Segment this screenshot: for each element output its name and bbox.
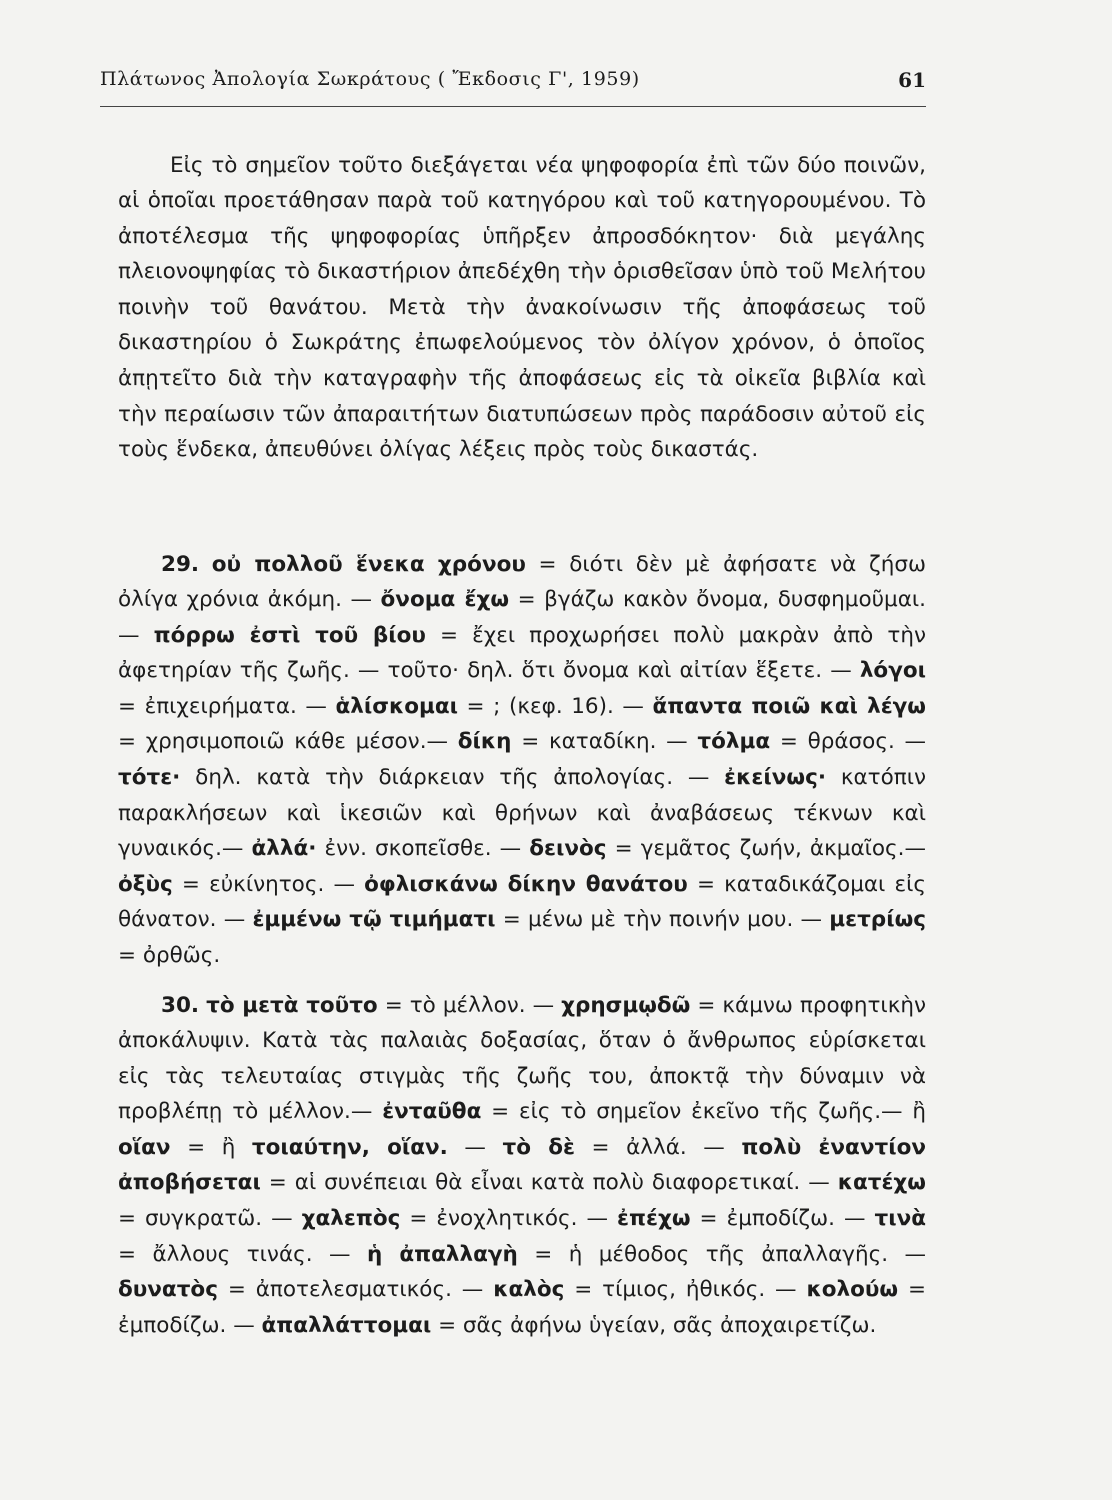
gloss: ἐνν. σκοπεῖσθε. — xyxy=(316,836,530,862)
gloss: δηλ. κατὰ τὴν διάρκειαν τῆς ἀπολογίας. — xyxy=(180,765,725,791)
lemma: δεινὸς xyxy=(529,836,607,862)
gloss: κατόπιν παρακλήσεων καὶ ἱκεσιῶν καὶ θρήνων καὶ ἀναβάσεως τέκνων καὶ γυναικός.— xyxy=(118,765,926,862)
gloss: = ἀλλά. — xyxy=(574,1134,742,1160)
gloss: = ἐμποδίζω. — xyxy=(690,1206,875,1232)
gloss: = ἢ xyxy=(170,1134,252,1160)
lemma: ἐκείνως· xyxy=(724,765,827,791)
lemma: ἐνταῦθα xyxy=(382,1099,482,1125)
gloss: = ὀρθῶς. xyxy=(118,943,221,969)
lemma: ἅπαντα ποιῶ καὶ λέγω xyxy=(652,693,926,719)
gloss: = ἐνοχλητικός. — xyxy=(400,1206,618,1232)
lemma: κολούω xyxy=(806,1277,899,1303)
section-number: 30. xyxy=(161,992,200,1018)
gloss: = μένω μὲ τὴν ποινήν μου. — xyxy=(495,907,830,933)
lemma: ἡ ἀπαλλαγὴ xyxy=(366,1241,518,1267)
lemma: χρησμῳδῶ xyxy=(561,992,691,1018)
lemma: ὀφλισκάνω δίκην θανάτου xyxy=(364,871,688,897)
lemma: ὄνομα ἔχω xyxy=(380,587,510,613)
lemma: λόγοι xyxy=(859,658,926,684)
gloss: = ἔχει προχωρήσει πολὺ μακρὰν ἀπὸ τὴν ἀφετηρίαν τῆς ζωῆς. — τοῦτο· δηλ. ὅτι ὄνομα καὶ αἰτίαν ἕξετε. — xyxy=(118,622,926,684)
gloss: = εὐκίνητος. — xyxy=(172,871,365,897)
lemma: τὸ μετὰ τοῦτο xyxy=(206,992,378,1018)
lemma: οὐ πολλοῦ ἕνεκα χρόνου xyxy=(211,551,526,577)
gloss: = ἀποτελεσματικός. — xyxy=(217,1277,494,1303)
gloss: — xyxy=(447,1134,503,1160)
header-rule xyxy=(100,106,926,107)
lemma: κατέχω xyxy=(837,1170,926,1196)
lemma: ἁλίσκομαι xyxy=(335,693,458,719)
gloss: = τίμιος, ἠθικός. — xyxy=(564,1277,807,1303)
gloss: = καταδικάζομαι εἰς θάνατον. — xyxy=(118,871,927,933)
lemma: μετρίως xyxy=(829,907,927,933)
gloss: = εἰς τὸ σημεῖον ἐκεῖνο τῆς ζωῆς.— ἢ xyxy=(481,1099,926,1125)
lemma: τινὰ xyxy=(874,1206,926,1232)
section-number: 29. xyxy=(161,551,200,577)
gloss: = ἐπιχειρήματα. — xyxy=(118,693,336,719)
running-header xyxy=(100,60,926,100)
gloss: = συγκρατῶ. — xyxy=(118,1206,302,1232)
gloss: = ; (κεφ. 16). — xyxy=(457,693,653,719)
page-number: 61 xyxy=(898,68,926,92)
lemma: ἐμμένω τῷ τιμήματι xyxy=(252,907,496,933)
lemma: ὀξὺς xyxy=(118,871,173,897)
gloss: = σᾶς ἀφήνω ὑγείαν, σᾶς ἀποχαιρετίζω. xyxy=(431,1312,877,1338)
lemma: καλὸς xyxy=(493,1277,565,1303)
lemma: ἐπέχω xyxy=(617,1206,691,1232)
lemma: ἀλλά· xyxy=(251,836,317,862)
gloss: = γεμᾶτος ζωήν, ἀκμαῖος.— xyxy=(606,836,927,862)
gloss: = βγάζω κακὸν ὄνομα, δυσφημοῦμαι. — xyxy=(118,587,927,648)
gloss: = ἄλλους τινάς. — xyxy=(118,1241,367,1267)
lemma: ἀπαλλάττομαι xyxy=(261,1312,432,1338)
lemma: πολὺ ἐναντίον ἀποβήσεται xyxy=(118,1134,926,1196)
lemma: τὸ δὲ xyxy=(502,1134,575,1160)
gloss: = ἡ μέθοδος τῆς ἀπαλλαγῆς. — xyxy=(517,1241,926,1267)
commentary-section-29 xyxy=(118,547,926,974)
lemma: δυνατὸς xyxy=(118,1277,218,1303)
lemma: τότε· xyxy=(118,765,181,791)
gloss: = τὸ μέλλον. — xyxy=(377,992,562,1018)
lemma: πόρρω ἐστὶ τοῦ βίου xyxy=(153,622,426,648)
lemma: οἵαν xyxy=(118,1134,171,1160)
running-title: Πλάτωνος Ἀπολογία Σωκράτους ( Ἔκδοσις Γ', 1959) xyxy=(100,68,640,90)
lemma: χαλεπὸς xyxy=(301,1206,401,1232)
intro-paragraph: Εἰς τὸ σημεῖον τοῦτο διεξάγεται νέα ψηφοφορία ἐπὶ τῶν δύο ποινῶν, αἱ ὁποῖαι προετάθησαν παρὰ τοῦ κατηγόρου καὶ τοῦ κατηγορουμένου. Τὸ ἀποτέλεσμα τῆς ψηφοφορίας ὑπῆρξεν ἀπροσδόκητον· διὰ μεγάλης πλειονοψηφίας τὸ δικαστήριον ἀπεδέχθη τὴν ὁρισθεῖσαν ὑπὸ τοῦ Μελήτου ποινὴν τοῦ θανάτου. Μετὰ τὴν ἀνακοίνωσιν τῆς ἀποφάσεως τοῦ δικαστηρίου ὁ Σωκράτης ἐπωφελούμενος τὸν ὀλίγον χρόνον, ὁ ὁποῖος ἀπῃτεῖτο διὰ τὴν καταγραφὴν τῆς ἀποφάσεως εἰς τὰ οἰκεῖα βιβλία καὶ τὴν περαίωσιν τῶν ἀπαραιτήτων διατυπώσεων πρὸς παράδοσιν αὐτοῦ εἰς τοὺς ἕνδεκα, ἀπευθύνει ὀλίγας λέξεις πρὸς τοὺς δικαστάς. xyxy=(118,152,926,463)
gloss: = θράσος. — xyxy=(770,729,926,755)
gloss: = ἐμποδίζω. — xyxy=(118,1277,926,1338)
gloss: = χρησιμοποιῶ κάθε μέσον.— xyxy=(118,729,458,755)
gloss: = καταδίκη. — xyxy=(511,729,698,755)
gloss: = διότι δὲν μὲ ἀφήσατε νὰ ζήσω ὀλίγα χρόνια ἀκόμη. — xyxy=(118,551,926,613)
lemma: δίκη xyxy=(457,729,512,755)
lemma: τόλμα xyxy=(697,729,771,755)
commentary-section-30 xyxy=(118,988,926,1344)
lemma: τοιαύτην, οἵαν. xyxy=(251,1134,448,1160)
gloss: = αἱ συνέπειαι θὰ εἶναι κατὰ πολὺ διαφορετικαί. — xyxy=(260,1170,838,1196)
gloss: = κάμνω προφητικὴν ἀποκάλυψιν. Κατὰ τὰς παλαιὰς δοξασίας, ὅταν ὁ ἄνθρωπος εὑρίσκεται εἰς τὰς τελευταίας στιγμὰς τῆς ζωῆς του, ἀποκτᾷ τὴν δύναμιν νὰ προβλέπῃ τὸ μέλλον.— xyxy=(118,992,927,1125)
